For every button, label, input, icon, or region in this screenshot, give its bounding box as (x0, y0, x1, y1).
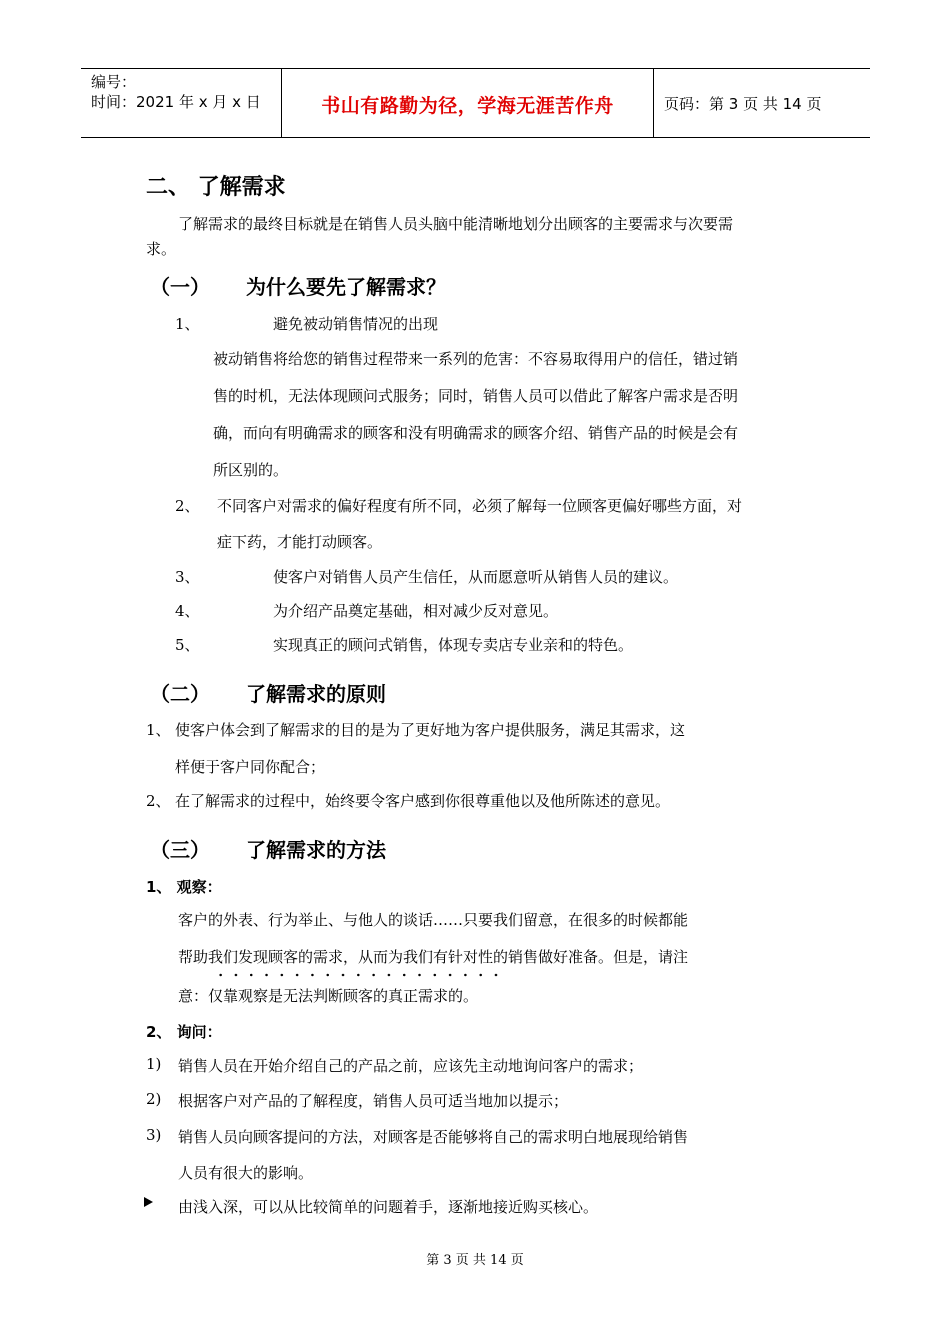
paragraph-line: 客户的外表、行为举止、与他人的谈话……只要我们留意，在很多的时候都能 (178, 911, 689, 929)
subsection-3-heading (150, 834, 386, 863)
item-text: 销售人员在开始介绍自己的产品之前，应该先主动地询问客户的需求； (178, 1057, 644, 1075)
item-number: 3) (146, 1126, 162, 1144)
date-label: 时间：2021 年 x 月 x 日 (91, 93, 261, 111)
item-number: 4、 (175, 602, 200, 620)
subsection-2-heading (150, 678, 386, 707)
intro-line-2: 求。 (146, 240, 177, 258)
item-text: 实现真正的顾问式销售，体现专卖店专业亲和的特色。 (273, 636, 634, 654)
paragraph-line: 意：仅靠观察是无法判断顾客的真正需求的。 (178, 987, 479, 1005)
item-number: 2、 (146, 792, 171, 810)
item-number: 2) (146, 1090, 162, 1108)
subsection-1-number: （一） (150, 275, 210, 299)
emphasis-dots (213, 973, 503, 977)
ask-label: 2、 询问： (146, 1023, 222, 1041)
paragraph-line: 被动销售将给您的销售过程带来一系列的危害：不容易取得用户的信任，错过销 (213, 350, 739, 368)
item-text: 根据客户对产品的了解程度，销售人员可适当地加以提示； (178, 1092, 569, 1110)
item-number: 1、 (146, 721, 171, 739)
bullet-text: 由浅入深，可以从比较简单的问题着手，逐渐地接近购买核心。 (178, 1198, 599, 1216)
header-meta-cell (81, 69, 282, 137)
arrow-bullet-icon (144, 1197, 153, 1207)
item-text: 避免被动销售情况的出现 (273, 315, 439, 333)
item-number: 1、 (175, 315, 200, 333)
item-text: 在了解需求的过程中，始终要令客户感到你很尊重他以及他所陈述的意见。 (175, 792, 671, 810)
item-text: 使客户体会到了解需求的目的是为了更好地为客户提供服务，满足其需求，这 (175, 721, 686, 739)
subsection-2-title: 了解需求的原则 (246, 682, 386, 706)
paragraph-line: 售的时机，无法体现顾问式服务；同时，销售人员可以借此了解客户需求是否明 (213, 387, 739, 405)
item-number: 3、 (175, 568, 200, 586)
paragraph-line: 帮助我们发现顾客的需求，从而为我们有针对性的销售做好准备。但是，请注 (178, 948, 689, 966)
header-motto-cell (282, 69, 654, 137)
subsection-3-number: （三） (150, 838, 210, 862)
item-text-continued: 症下药，才能打动顾客。 (217, 533, 383, 551)
page-header (81, 68, 870, 138)
page-footer: 第 3 页 共 14 页 (426, 1253, 524, 1268)
item-text: 不同客户对需求的偏好程度有所不同，必须了解每一位顾客更偏好哪些方面，对 (217, 497, 743, 515)
subsection-1-title: 为什么要先了解需求？ (246, 275, 446, 299)
subsection-3-title: 了解需求的方法 (246, 838, 386, 862)
item-text-continued: 样便于客户同你配合； (175, 758, 326, 776)
header-page-cell (654, 69, 870, 137)
item-number: 1) (146, 1055, 162, 1073)
item-number: 2、 (175, 497, 200, 515)
paragraph-line: 所区别的。 (213, 461, 289, 479)
item-text: 销售人员向顾客提问的方法，对顾客是否能够将自己的需求明白地展现给销售 (178, 1128, 689, 1146)
observe-label: 1、 观察： (146, 878, 222, 896)
item-number: 5、 (175, 636, 200, 654)
item-text-continued: 人员有很大的影响。 (178, 1164, 314, 1182)
page-label: 页码：第 3 页 共 14 页 (664, 95, 822, 113)
motto: 书山有路勤为径，学海无涯苦作舟 (321, 95, 614, 117)
intro-line-1: 了解需求的最终目标就是在销售人员头脑中能清晰地划分出顾客的主要需求与次要需 (178, 215, 734, 233)
item-text: 为介绍产品奠定基础，相对减少反对意见。 (273, 602, 559, 620)
paragraph-line: 确，而向有明确需求的顾客和没有明确需求的顾客介绍、销售产品的时候是会有 (213, 424, 739, 442)
section-title: 二、 了解需求 (146, 175, 286, 200)
item-text: 使客户对销售人员产生信任，从而愿意听从销售人员的建议。 (273, 568, 679, 586)
number-label: 编号： (91, 73, 137, 91)
subsection-1-heading (150, 271, 446, 300)
subsection-2-number: （二） (150, 682, 210, 706)
